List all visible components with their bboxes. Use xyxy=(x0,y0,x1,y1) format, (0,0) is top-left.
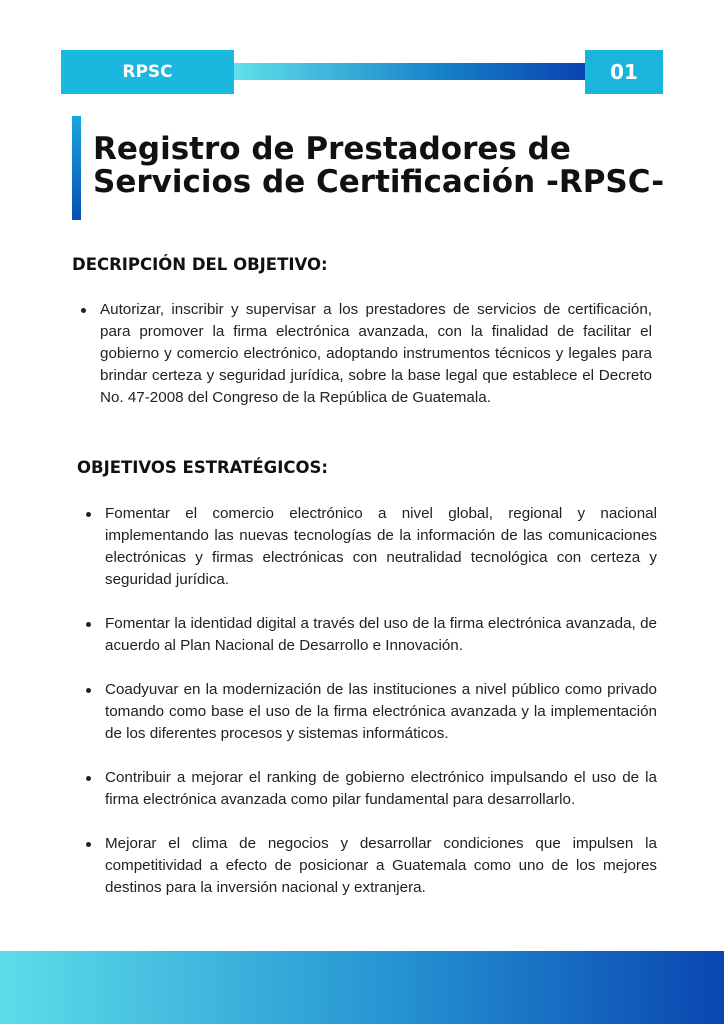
strategic-item-text: Coadyuvar en la modernización de las instituciones a nivel público como privado tomando como base el uso de la firma electrónica avanzada y la implementación de los diferentes procesos y sistemas informáticos. xyxy=(105,681,657,742)
strategic-item xyxy=(77,767,657,811)
bullet-dot-icon xyxy=(86,622,91,627)
bullet-dot-icon xyxy=(81,308,86,313)
strategic-item xyxy=(77,613,657,657)
strategic-item-text: Fomentar la identidad digital a través del uso de la firma electrónica avanzada, de acuerdo al Plan Nacional de Desarrollo e Innovación. xyxy=(105,615,657,654)
objective-list xyxy=(72,299,652,409)
page-number: 01 xyxy=(585,50,663,94)
strategic-item xyxy=(77,503,657,591)
header-tag: RPSC xyxy=(61,50,234,94)
objective-item-text: Autorizar, inscribir y supervisar a los prestadores de servicios de certificación, para promover la firma electrónica avanzada, con la finalidad de facilitar el gobierno y comercio electrónico, adoptando instrumentos técnicos y legales para brindar certeza y seguridad jurídica, sobre la base legal que establece el Decreto No. 47-2008 del Congreso de la República de Guatemala. xyxy=(100,301,652,406)
bullet-dot-icon xyxy=(86,776,91,781)
bullet-dot-icon xyxy=(86,512,91,517)
strategic-item xyxy=(77,833,657,899)
bullet-dot-icon xyxy=(86,842,91,847)
strategic-item xyxy=(77,679,657,745)
page-title-line-1: Registro de Prestadores de xyxy=(93,131,571,167)
strategic-item-text: Mejorar el clima de negocios y desarrollar condiciones que impulsen la competitividad a efecto de posicionar a Guatemala como uno de los mejores destinos para la inversión nacional y extranjera. xyxy=(105,835,657,896)
header-gradient-bar xyxy=(234,63,585,80)
strategic-list xyxy=(77,503,657,899)
footer-gradient-bar xyxy=(0,951,724,1024)
objective-item xyxy=(72,299,652,409)
strategic-item-text: Contribuir a mejorar el ranking de gobierno electrónico impulsando el uso de la firma electrónica avanzada como pilar fundamental para desarrollarlo. xyxy=(105,769,657,808)
objective-heading: DECRIPCIÓN DEL OBJETIVO: xyxy=(72,255,328,274)
title-accent-bar xyxy=(72,116,81,220)
bullet-dot-icon xyxy=(86,688,91,693)
strategic-item-text: Fomentar el comercio electrónico a nivel global, regional y nacional implementando las nuevas tecnologías de la información de las comunicaciones electrónicas y firmas electrónicas con neutralidad tecnológica con certeza y seguridad jurídica. xyxy=(105,505,657,588)
page-title-line-2: Servicios de Certificación -RPSC- xyxy=(93,164,665,200)
strategic-heading: OBJETIVOS ESTRATÉGICOS: xyxy=(77,458,328,477)
page-title xyxy=(93,133,693,199)
